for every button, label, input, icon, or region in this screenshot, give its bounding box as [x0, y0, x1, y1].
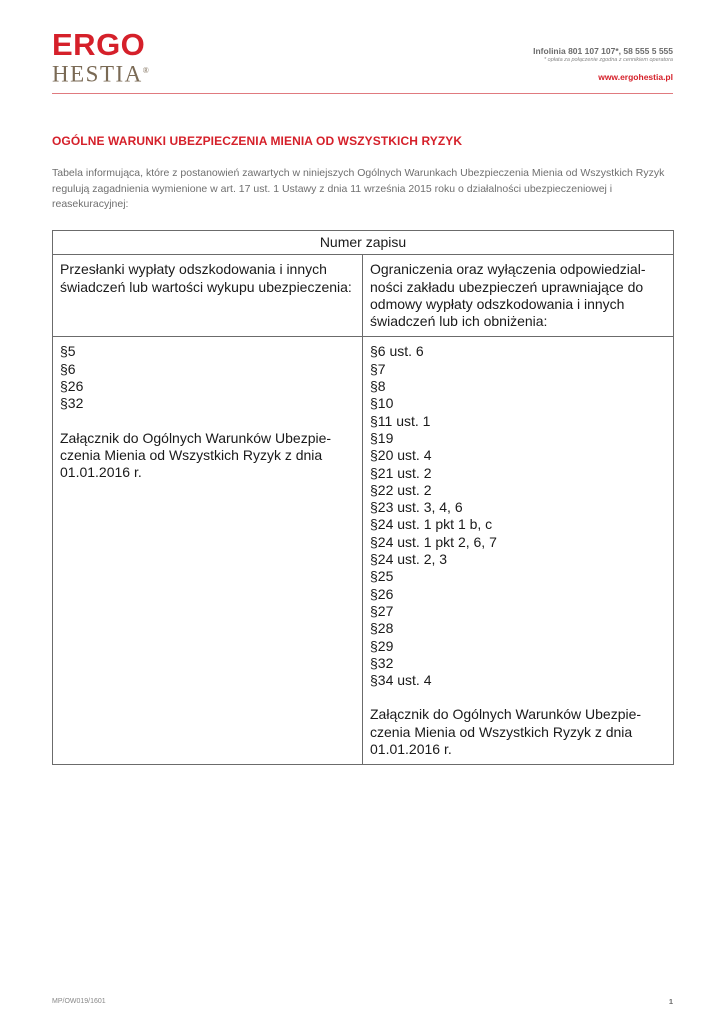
list-item: §23 ust. 3, 4, 6: [370, 499, 463, 516]
content-row: [53, 337, 674, 765]
list-item: §6: [60, 360, 76, 377]
table-header-row: [53, 231, 674, 255]
list-item: §24 ust. 1 pkt 2, 6, 7: [370, 533, 497, 550]
list-item: §24 ust. 1 pkt 1 b, c: [370, 516, 493, 533]
list-item: §11 ust. 1: [370, 412, 431, 429]
list-item: §32: [370, 654, 394, 671]
list-item: §19: [370, 429, 394, 446]
list-item: §26: [60, 378, 84, 395]
list-item: §28: [370, 620, 394, 637]
col1-content: [53, 337, 363, 765]
list-item: §26: [370, 585, 394, 602]
hotline-phone: Infolinia 801 107 107*, 58 555 5 555: [533, 46, 673, 56]
col2-note: Załącznik do Ogólnych Warunków Ubezpie-czenia Mienia od Wszystkich Ryzyk z dnia 01.01.2016 r.: [370, 706, 642, 758]
contact-block: [533, 46, 673, 82]
list-item: §10: [370, 395, 394, 412]
registered-mark: ®: [142, 66, 151, 75]
list-item: §29: [370, 637, 394, 654]
spacer: [370, 689, 667, 706]
list-item: §5: [60, 343, 76, 360]
document-code: MP/OW019/1601: [52, 998, 106, 1005]
list-item: §24 ust. 2, 3: [370, 551, 448, 568]
ergo-hestia-logo: [52, 27, 152, 87]
list-item: §6 ust. 6: [370, 343, 424, 360]
list-item: §25: [370, 568, 394, 585]
document-title: OGÓLNE WARUNKI UBEZPIECZENIA MIENIA OD WSZYSTKICH RYZYK: [52, 134, 463, 148]
list-item: §32: [60, 395, 84, 412]
hotline-note: * opłata za połączenie zgodna z cennikiem operatora: [543, 57, 673, 63]
list-item: §27: [370, 602, 394, 619]
column-headers-row: [53, 255, 674, 337]
list-item: §21 ust. 2: [370, 464, 432, 481]
logo-ergo-text: ERGO: [52, 27, 146, 62]
header-divider: [52, 93, 673, 94]
logo-hestia-word: HESTIA: [52, 61, 143, 87]
website-link[interactable]: www.ergohestia.pl: [598, 72, 673, 82]
list-item: §22 ust. 2: [370, 481, 432, 498]
logo-hestia-text: [52, 60, 152, 86]
list-item: §8: [370, 378, 386, 395]
page-number: 1: [668, 997, 673, 1006]
spacer: [60, 413, 356, 430]
list-item: §7: [370, 360, 386, 377]
table-header-cell: Numer zapisu: [53, 231, 674, 255]
col1-header: Przesłanki wypłaty odszkodowania i innych świadczeń lub wartości wykupu ubezpieczenia:: [53, 255, 363, 337]
list-item: §34 ust. 4: [370, 672, 432, 689]
col2-list: [370, 343, 667, 689]
list-item: §20 ust. 4: [370, 447, 432, 464]
col2-header: Ograniczenia oraz wyłączenia odpowiedzial-ności zakładu ubezpieczeń uprawniające do odmowy wypłaty odszkodowania i innych świadczeń lub ich obniżenia:: [363, 255, 674, 337]
intro-paragraph: Tabela informująca, które z postanowień zawartych w niniejszych Ogólnych Warunkach Ubezpieczenia Mienia od Wszystkich Ryzyk regulują zagadnienia wymienione w art. 17 ust. 1 Ustawy z dnia 11 września 2015 roku o działalności ubezpieczeniowej i reasekuracyjnej:: [52, 167, 665, 210]
col1-note: Załącznik do Ogólnych Warunków Ubezpie-czenia Mienia od Wszystkich Ryzyk z dnia 01.01.2016 r.: [60, 429, 332, 481]
col2-content: [363, 337, 674, 765]
col1-list: [60, 343, 356, 412]
provisions-table: [52, 230, 674, 765]
